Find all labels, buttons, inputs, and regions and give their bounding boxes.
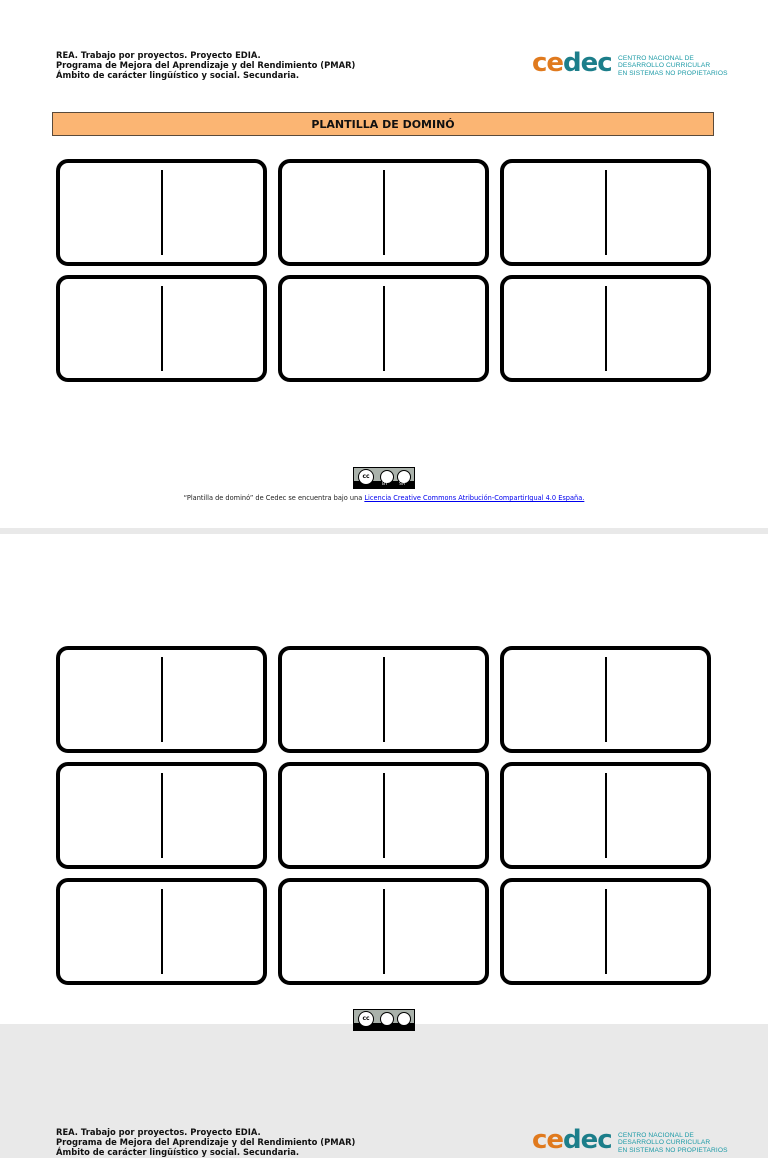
domino-tile bbox=[56, 878, 267, 985]
page-1 bbox=[0, 0, 768, 528]
sa-icon bbox=[397, 1012, 411, 1026]
header-line-2: Programa de Mejora del Aprendizaje y del Rendimiento (PMAR) bbox=[56, 59, 356, 70]
cedec-logo bbox=[532, 1125, 728, 1158]
tile-divider bbox=[383, 889, 385, 974]
cc-by-sa-badge[interactable] bbox=[353, 1009, 415, 1031]
tile-divider bbox=[161, 286, 163, 371]
page-2 bbox=[0, 534, 768, 1157]
page-title: PLANTILLA DE DOMINÓ bbox=[311, 117, 455, 131]
domino-tile bbox=[500, 878, 711, 985]
tile-divider bbox=[383, 773, 385, 858]
tile-divider bbox=[161, 170, 163, 255]
logo-tagline: CENTRO NACIONAL DE DESARROLLO CURRICULAR EN SISTEMAS NO PROPIETARIOS bbox=[618, 55, 728, 77]
document-header bbox=[56, 51, 355, 80]
tile-divider bbox=[605, 657, 607, 742]
cc-icon: cc bbox=[358, 1011, 374, 1027]
domino-tile bbox=[500, 275, 711, 382]
license-block bbox=[0, 1009, 768, 1035]
domino-tile bbox=[278, 878, 489, 985]
license-block bbox=[0, 467, 768, 502]
domino-tile bbox=[56, 159, 267, 266]
tile-divider bbox=[383, 286, 385, 371]
cc-by-sa-badge[interactable]: cc BY SA bbox=[353, 467, 415, 489]
domino-grid-page-1 bbox=[56, 159, 712, 382]
header-line-3: Ámbito de carácter lingüístico y social. Secundaria. bbox=[56, 69, 300, 80]
tile-divider bbox=[161, 773, 163, 858]
domino-tile bbox=[56, 275, 267, 382]
cc-icon: cc bbox=[358, 469, 374, 485]
logo-wordmark: cedec bbox=[532, 48, 612, 78]
domino-tile bbox=[500, 762, 711, 869]
domino-tile bbox=[500, 646, 711, 753]
domino-tile bbox=[500, 159, 711, 266]
tile-divider bbox=[605, 286, 607, 371]
logo-tagline: CENTRO NACIONAL DE DESARROLLO CURRICULAR EN SISTEMAS NO PROPIETARIOS bbox=[618, 1132, 728, 1154]
header-line-3: Ámbito de carácter lingüístico y social. Secundaria. bbox=[56, 1146, 300, 1157]
header-line-2: Programa de Mejora del Aprendizaje y del Rendimiento (PMAR) bbox=[56, 1136, 356, 1147]
header-line-1: REA. Trabajo por proyectos. Proyecto EDIA. bbox=[56, 1127, 261, 1137]
cedec-logo bbox=[532, 48, 728, 81]
domino-tile bbox=[56, 762, 267, 869]
domino-tile bbox=[278, 646, 489, 753]
license-link[interactable]: Licencia Creative Commons Atribución-CompartirIgual 4.0 España. bbox=[364, 494, 585, 502]
logo-wordmark: cedec bbox=[532, 1125, 612, 1155]
by-icon bbox=[380, 1012, 394, 1026]
tile-divider bbox=[383, 170, 385, 255]
tile-divider bbox=[161, 889, 163, 974]
license-text: “Plantilla de dominó” de Cedec se encuentra bajo una Licencia Creative Commons Atribución-CompartirIgual 4.0 España. bbox=[183, 494, 585, 502]
header-line-1: REA. Trabajo por proyectos. Proyecto EDIA. bbox=[56, 50, 261, 60]
domino-tile bbox=[278, 275, 489, 382]
tile-divider bbox=[383, 657, 385, 742]
tile-divider bbox=[605, 170, 607, 255]
tile-divider bbox=[161, 657, 163, 742]
domino-tile bbox=[278, 159, 489, 266]
domino-grid-page-2 bbox=[56, 646, 712, 985]
document-header bbox=[56, 1128, 355, 1157]
tile-divider bbox=[605, 773, 607, 858]
domino-tile bbox=[278, 762, 489, 869]
title-bar bbox=[52, 112, 714, 136]
domino-tile bbox=[56, 646, 267, 753]
tile-divider bbox=[605, 889, 607, 974]
